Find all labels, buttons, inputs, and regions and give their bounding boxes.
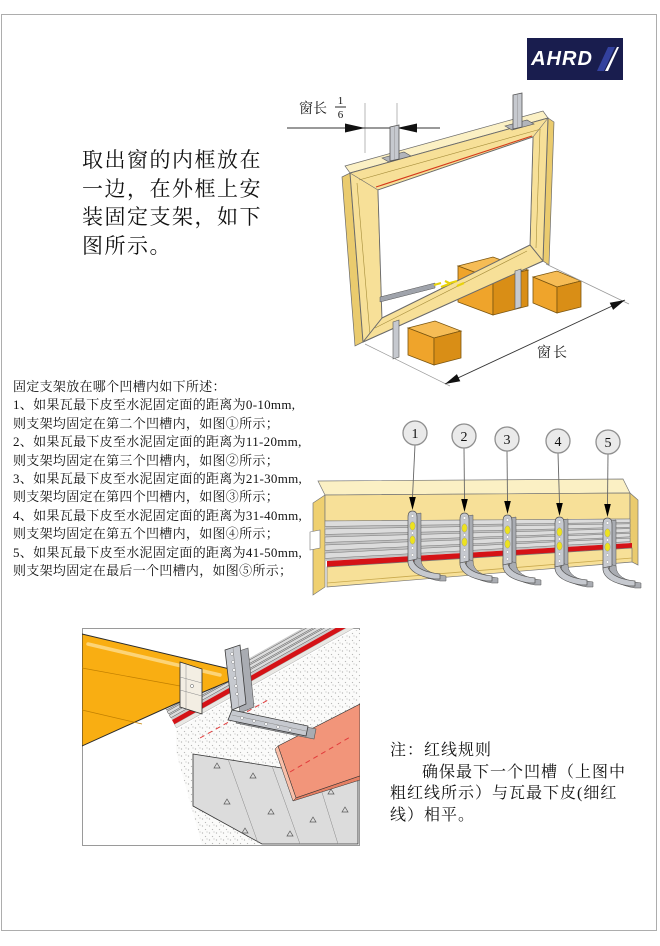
instruction-line: 则支架均固定在第四个凹槽内，如图③所示；	[13, 489, 280, 505]
intro-line: 装固定支架，如下	[82, 205, 262, 229]
instruction-line: 4、如果瓦最下皮至水泥固定面的距离为31-40mm,	[13, 507, 303, 523]
intro-line: 取出窗的内框放在	[82, 148, 262, 172]
logo-slash-icon	[595, 44, 619, 74]
intro-line: 一边，在外框上安	[82, 176, 262, 201]
outer-frame	[342, 111, 554, 346]
instruction-line: 则支架均固定在第三个凹槽内，如图②所示；	[13, 452, 280, 468]
callout-number: 4	[554, 435, 562, 450]
dim-arrow-left	[445, 374, 460, 384]
note-line: 线）相平。	[390, 806, 476, 824]
instruction-line: 则支架均固定在第二个凹槽内，如图①所示；	[13, 415, 280, 431]
callout-1	[403, 421, 427, 445]
note-line: 粗红线所示）与瓦最下皮(细红	[390, 785, 618, 802]
intro-line: 图所示。	[82, 233, 172, 258]
bottom-bracket-right	[515, 269, 521, 309]
dim-arrow-right	[610, 300, 625, 310]
bracket-positions-diagram	[305, 415, 657, 610]
fraction-denominator: 6	[337, 109, 344, 121]
callout-4	[546, 429, 570, 453]
offset-dim-label: 窗长	[299, 102, 327, 117]
window-frame-diagram	[285, 85, 657, 393]
logo-text: AHRD	[531, 47, 593, 70]
dim-arrow-left	[345, 124, 365, 133]
instruction-line: 5、如果瓦最下皮至水泥固定面的距离为41-50mm,	[13, 544, 303, 560]
instruction-line: 则支架均固定在第五个凹槽内，如图④所示；	[13, 526, 280, 542]
callout-2	[452, 424, 476, 448]
fraction-numerator: 1	[337, 95, 344, 107]
instruction-line: 1、如果瓦最下皮至水泥固定面的距离为0-10mm,	[13, 397, 296, 413]
callout-number: 5	[604, 436, 612, 451]
corner-detail-diagram	[82, 628, 360, 846]
bottom-bracket-left	[393, 320, 399, 359]
intro-text	[82, 146, 312, 260]
callout-number: 3	[503, 433, 511, 448]
note-line: 确保最下一个凹槽（上图中	[422, 763, 627, 781]
callout-3	[495, 427, 519, 451]
frame-cut-end	[180, 662, 202, 714]
batten-left	[408, 321, 461, 365]
instruction-line: 则支架均固定在最后一个凹槽内，如图⑤所示；	[13, 563, 293, 579]
groove-instructions	[13, 378, 323, 580]
callout-number: 2	[460, 430, 468, 445]
instruction-line: 3、如果瓦最下皮至水泥固定面的距离为21-30mm,	[13, 471, 303, 487]
instruction-line: 固定支架放在哪个凹槽内如下所述：	[13, 379, 226, 394]
callout-number: 1	[411, 427, 419, 442]
callout-5	[596, 430, 620, 454]
length-dim-label: 窗长	[537, 346, 569, 361]
ahrd-logo	[527, 38, 623, 80]
dim-arrow-right	[397, 124, 417, 133]
note-line: 注：红线规则	[390, 742, 493, 759]
instruction-line: 2、如果瓦最下皮至水泥固定面的距离为11-20mm,	[13, 434, 302, 450]
red-line-note	[390, 740, 652, 826]
